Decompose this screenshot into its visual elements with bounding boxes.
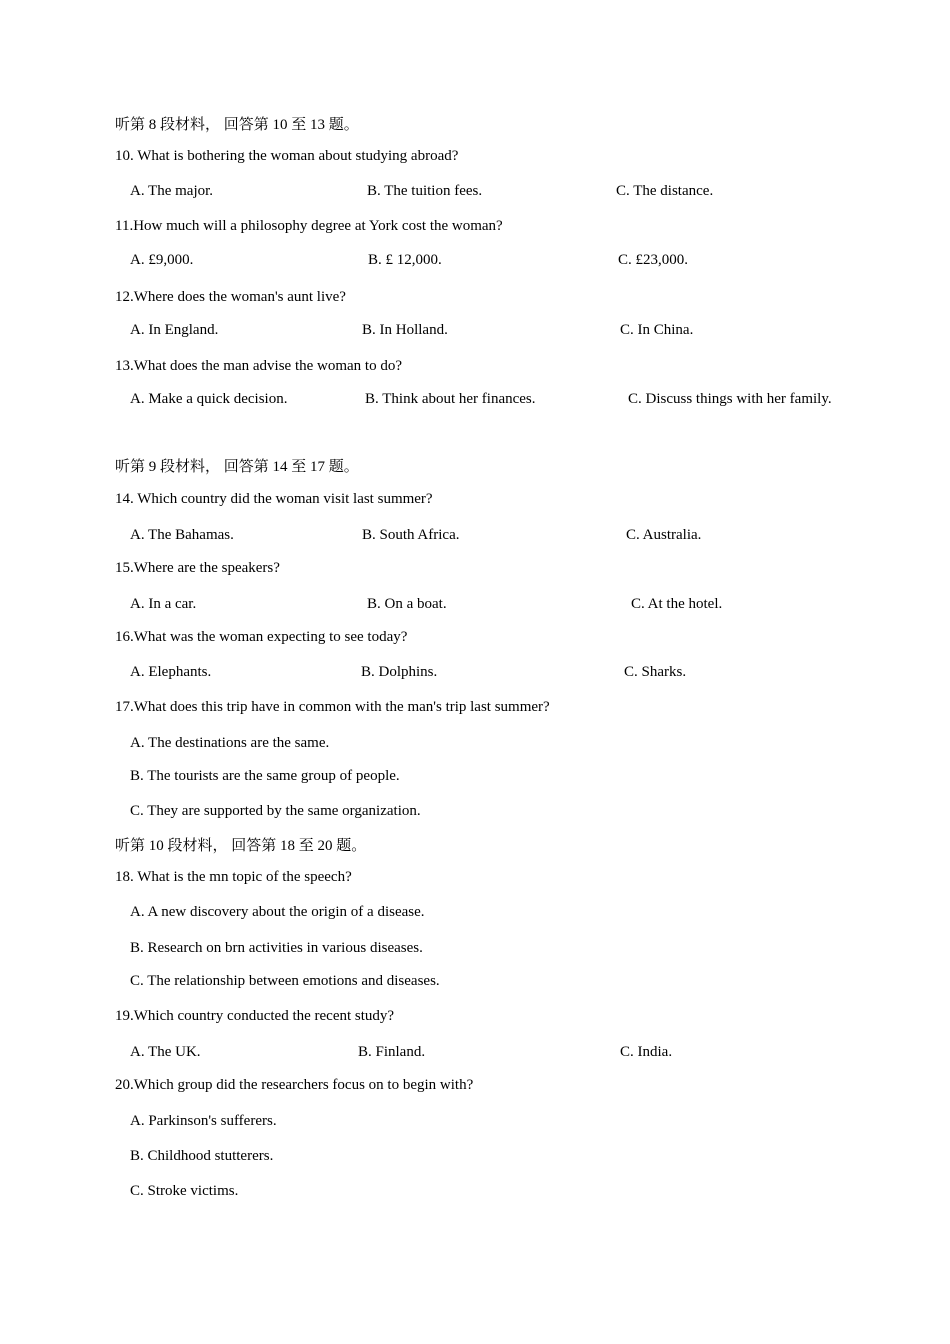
option-b: B. Childhood stutterers. [130,1148,274,1164]
question-text: 20.Which group did the researchers focus on to begin with? [115,1077,474,1093]
question-text: 12.Where does the woman's aunt live? [115,289,346,305]
option-a: A. Elephants. [130,664,212,680]
question-text: 18. What is the mn topic of the speech? [115,869,352,885]
option-a: A. The Bahamas. [130,527,234,543]
option-b: B. £ 12,000. [368,252,442,268]
option-a: A. Make a quick decision. [130,391,288,407]
option-c: C. India. [620,1044,673,1060]
option-a: A. Parkinson's sufferers. [130,1113,277,1129]
question-text: 13.What does the man advise the woman to do? [115,358,403,374]
option-a: A. In a car. [130,596,197,612]
option-b: B. Finland. [358,1044,426,1060]
option-b: B. Research on brn activities in various diseases. [130,940,423,956]
option-a: A. £9,000. [130,252,194,268]
option-a: A. A new discovery about the origin of a disease. [130,904,425,920]
option-c: C. £23,000. [618,252,689,268]
option-c: C. At the hotel. [631,596,723,612]
option-b: B. Think about her finances. [365,391,536,407]
question-text: 15.Where are the speakers? [115,560,280,576]
section-header: 听第 10 段材料， 回答第 18 至 20 题。 [115,838,367,854]
option-a: A. The major. [130,183,214,199]
question-text: 16.What was the woman expecting to see today? [115,629,408,645]
option-a: A. In England. [130,322,219,338]
question-text: 11.How much will a philosophy degree at York cost the woman? [115,218,503,234]
question-text: 10. What is bothering the woman about studying abroad? [115,148,459,164]
question-text: 14. Which country did the woman visit last summer? [115,491,433,507]
question-text: 19.Which country conducted the recent study? [115,1008,395,1024]
option-c: C. In China. [620,322,694,338]
option-b: B. The tuition fees. [367,183,483,199]
section-header: 听第 8 段材料， 回答第 10 至 13 题。 [115,117,359,133]
option-b: B. South Africa. [362,527,460,543]
option-b: B. The tourists are the same group of people. [130,768,400,784]
question-text: 17.What does this trip have in common with the man's trip last summer? [115,699,550,715]
section-header: 听第 9 段材料， 回答第 14 至 17 题。 [115,459,359,475]
option-b: B. Dolphins. [361,664,438,680]
option-c: C. The relationship between emotions and diseases. [130,973,440,989]
option-c: C. They are supported by the same organization. [130,803,421,819]
option-a: A. The destinations are the same. [130,735,330,751]
option-c: C. The distance. [616,183,714,199]
option-c: C. Sharks. [624,664,687,680]
option-b: B. On a boat. [367,596,447,612]
option-b: B. In Holland. [362,322,448,338]
option-a: A. The UK. [130,1044,201,1060]
option-c: C. Stroke victims. [130,1183,239,1199]
option-c: C. Australia. [626,527,702,543]
option-c: C. Discuss things with her family. [628,391,832,407]
